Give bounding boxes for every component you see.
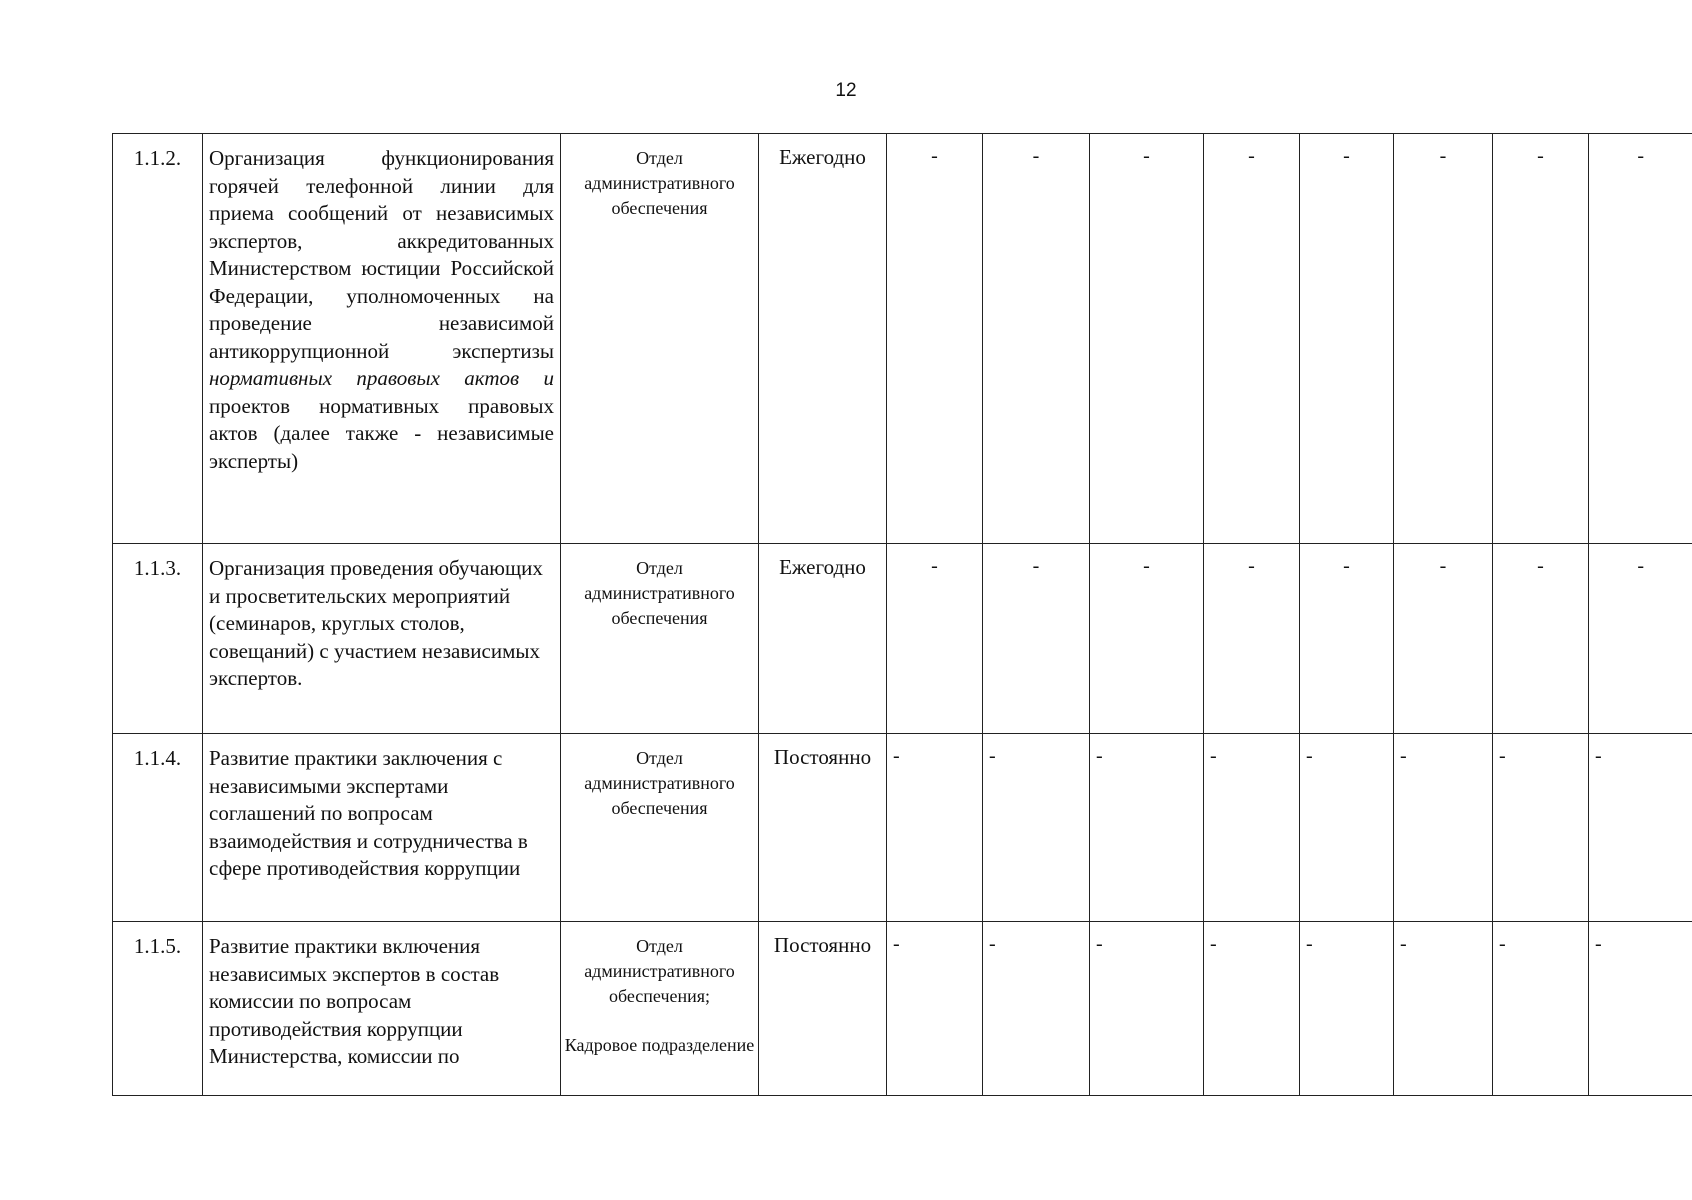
value-cell: - xyxy=(983,544,1090,734)
value-cell: - xyxy=(887,734,983,922)
page-number: 12 xyxy=(835,80,857,101)
executor xyxy=(561,922,759,1096)
executor-primary: Отдел административного обеспечения; xyxy=(584,936,735,1006)
term: Постоянно xyxy=(759,922,887,1096)
row-number: 1.1.4. xyxy=(113,734,203,922)
term: Ежегодно xyxy=(759,544,887,734)
executor-secondary: Кадровое подразделение xyxy=(564,1035,755,1055)
value-cell: - xyxy=(1589,734,1692,922)
value-cell: - xyxy=(1090,922,1204,1096)
value-cell: - xyxy=(1300,134,1394,544)
value-cell: - xyxy=(1493,134,1589,544)
value-cell: - xyxy=(1493,544,1589,734)
table-row xyxy=(113,922,1692,1096)
value-cell: - xyxy=(983,734,1090,922)
measures-table xyxy=(112,133,1692,1096)
value-cell: - xyxy=(1493,734,1589,922)
row-number: 1.1.5. xyxy=(113,922,203,1096)
table-row xyxy=(113,134,1692,544)
value-cell: - xyxy=(1589,544,1692,734)
value-cell: - xyxy=(1300,734,1394,922)
value-cell: - xyxy=(983,922,1090,1096)
value-cell: - xyxy=(1493,922,1589,1096)
value-cell: - xyxy=(1589,922,1692,1096)
table-row xyxy=(113,734,1692,922)
value-cell: - xyxy=(1394,544,1493,734)
measure-description: Организация проведения обучающих и просветительских мероприятий (семинаров, круглых столов, совещаний) с участием независимых экспертов. xyxy=(203,544,561,734)
description-italic: нормативных правовых актов и xyxy=(209,366,554,390)
term: Ежегодно xyxy=(759,134,887,544)
executor: Отдел административного обеспечения xyxy=(561,734,759,922)
value-cell: - xyxy=(1394,922,1493,1096)
row-number: 1.1.3. xyxy=(113,544,203,734)
value-cell: - xyxy=(887,544,983,734)
row-number: 1.1.2. xyxy=(113,134,203,544)
value-cell: - xyxy=(1300,922,1394,1096)
executor: Отдел административного обеспечения xyxy=(561,544,759,734)
value-cell: - xyxy=(1589,134,1692,544)
value-cell: - xyxy=(1204,922,1300,1096)
value-cell: - xyxy=(1204,544,1300,734)
value-cell: - xyxy=(1204,734,1300,922)
value-cell: - xyxy=(1090,134,1204,544)
value-cell: - xyxy=(1394,734,1493,922)
value-cell: - xyxy=(983,134,1090,544)
value-cell: - xyxy=(1394,134,1493,544)
measure-description: Развитие практики включения независимых экспертов в состав комиссии по вопросам противодействия коррупции Министерства, комиссии по xyxy=(203,922,561,1096)
table-row xyxy=(113,544,1692,734)
value-cell: - xyxy=(1090,544,1204,734)
term: Постоянно xyxy=(759,734,887,922)
value-cell: - xyxy=(1300,544,1394,734)
executor: Отдел административного обеспечения xyxy=(561,134,759,544)
measure-description: Организация функционирования горячей телефонной линии для приема сообщений от независимых экспертов, аккредитованных Министерством юстиции Российской Федерации, уполномоченных на проведение независимой антикоррупционной экспертизы нормативных правовых актов и проектов нормативных правовых актов (далее также - независимые эксперты) xyxy=(203,134,561,544)
value-cell: - xyxy=(1204,134,1300,544)
value-cell: - xyxy=(887,922,983,1096)
value-cell: - xyxy=(1090,734,1204,922)
measure-description: Развитие практики заключения с независимыми экспертами соглашений по вопросам взаимодействия и сотрудничества в сфере противодействия коррупции xyxy=(203,734,561,922)
value-cell: - xyxy=(887,134,983,544)
